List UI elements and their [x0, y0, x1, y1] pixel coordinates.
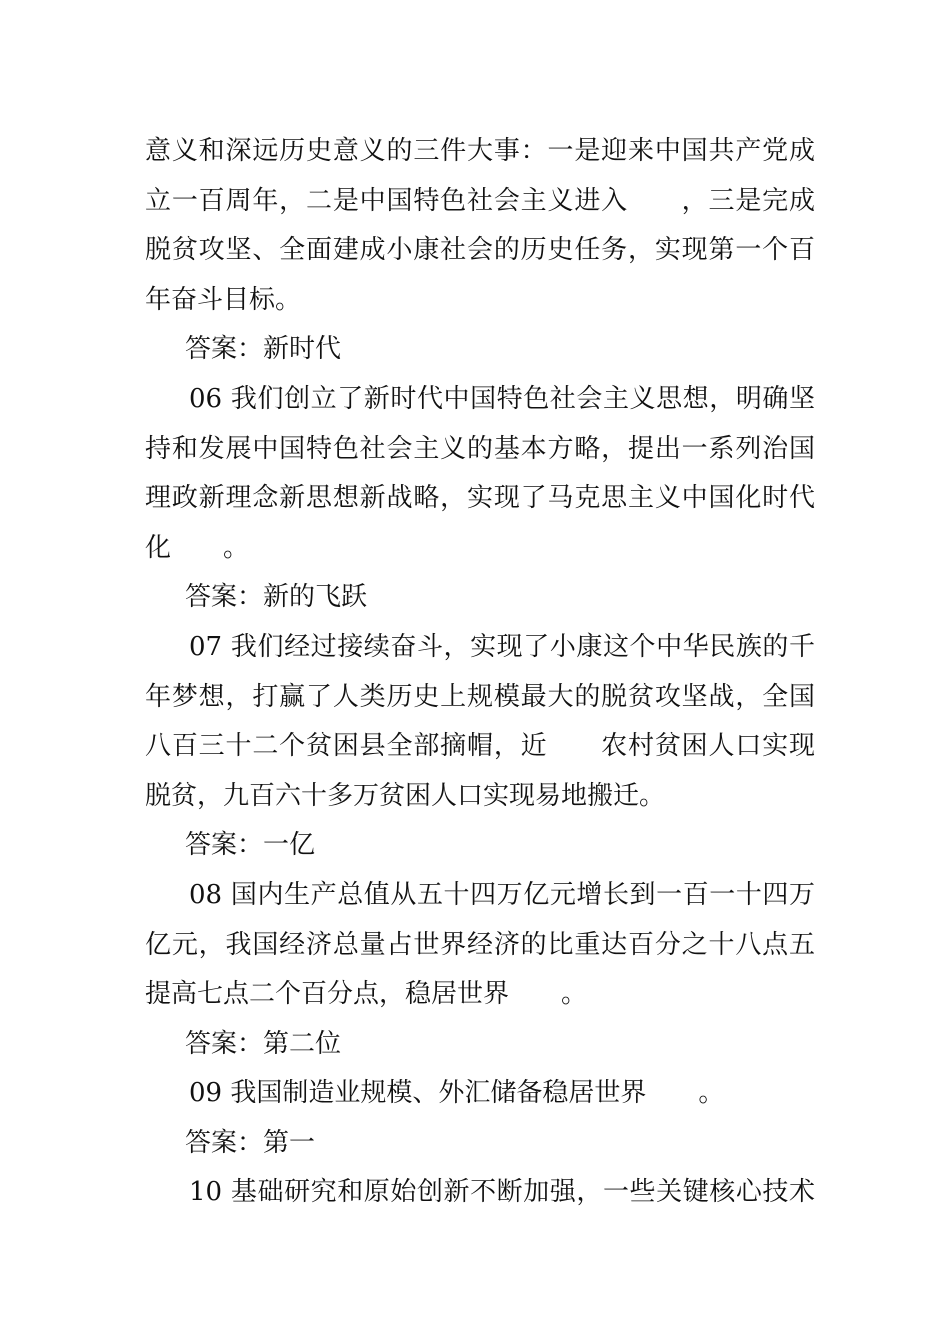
text-line: 持和发展中国特色社会主义的基本方略，提出一系列治国 — [145, 433, 815, 464]
document-body — [145, 127, 815, 1218]
question-line: 06 我们创立了新时代中国特色社会主义思想，明确坚 — [189, 383, 815, 414]
answer-line: 答案：第一 — [185, 1127, 316, 1158]
text-line: 八百三十二个贫困县全部摘帽，近 农村贫困人口实现 — [145, 731, 815, 762]
question-line: 08 国内生产总值从五十四万亿元增长到一百一十四万 — [189, 879, 815, 910]
answer-line: 答案：第二位 — [185, 1028, 342, 1059]
text-line: 化 。 — [145, 532, 250, 563]
question-line: 10 基础研究和原始创新不断加强，一些关键核心技术 — [189, 1177, 815, 1208]
text-line: 年奋斗目标。 — [145, 284, 302, 315]
text-line: 脱贫攻坚、全面建成小康社会的历史任务，实现第一个百 — [145, 235, 815, 266]
question-line: 07 我们经过接续奋斗，实现了小康这个中华民族的千 — [189, 631, 815, 662]
question-line: 09 我国制造业规模、外汇储备稳居世界 。 — [189, 1078, 725, 1109]
text-line: 理政新理念新思想新战略，实现了马克思主义中国化时代 — [145, 483, 815, 514]
text-line: 脱贫，九百六十多万贫困人口实现易地搬迁。 — [145, 780, 666, 811]
answer-line: 答案：一亿 — [185, 830, 316, 861]
text-line: 提高七点二个百分点，稳居世界 。 — [145, 979, 588, 1010]
text-line: 年梦想，打赢了人类历史上规模最大的脱贫攻坚战，全国 — [145, 681, 815, 712]
answer-line: 答案：新的飞跃 — [185, 582, 368, 613]
text-line: 亿元，我国经济总量占世界经济的比重达百分之十八点五 — [145, 929, 815, 960]
text-line: 意义和深远历史意义的三件大事：一是迎来中国共产党成 — [145, 136, 815, 166]
answer-line: 答案：新时代 — [185, 334, 342, 365]
text-line: 立一百周年，二是中国特色社会主义进入 ，三是完成 — [145, 185, 815, 216]
